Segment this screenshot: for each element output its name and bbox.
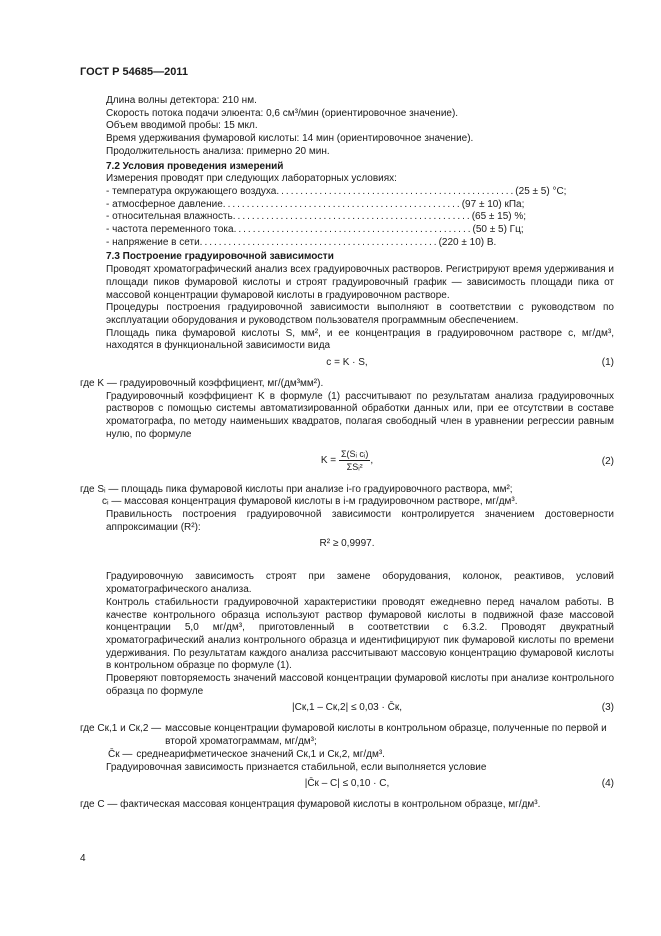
intro-line: Продолжительность анализа: примерно 20 мин. [106,145,330,157]
where-clause: где Sᵢ — площадь пика фумаровой кислоты при анализе i-го градуировочного раствора, мм²; [80,483,513,495]
where-clause [80,749,614,762]
section-heading-7-3: 7.3 Построение градуировочной зависимости [106,251,334,263]
formula-expression: |C̄к – C| ≤ 0,10 · C, [304,778,390,790]
formula-number: (2) [601,455,614,467]
document-body [80,95,614,812]
leader-dots: .................................................. [222,198,462,210]
condition-row [80,224,524,237]
formula-number: (3) [601,702,614,714]
formula-expression: c = K · S, [326,357,368,369]
where-symbol: где Cк,1 и Cк,2 — [80,723,162,735]
conditions-lead: Измерения проводят при следующих лабораторных условиях: [106,173,397,185]
condition-value: (50 ± 5) Гц; [472,224,524,236]
formula-expression: |Cк,1 – Cк,2| ≤ 0,03 · C̄к, [292,702,402,714]
condition-row [80,211,527,224]
intro-line: Объем вводимой пробы: 15 мкл. [106,120,258,132]
formula-expression: R² ≥ 0,9997. [319,538,375,550]
condition-value: (220 ± 10) В. [438,236,497,248]
intro-line: Скорость потока подачи элюента: 0,6 см³/мин (ориентировочное значение). [106,107,459,119]
leader-dots: .................................................. [233,224,473,236]
paragraph: Правильность построения градуировочной зависимости контролируется значением достоверности аппроксимации (R²): [106,508,614,533]
formula-tail: , [370,454,374,466]
section-heading-7-2: 7.2 Условия проведения измерений [106,160,284,172]
formula-1 [80,357,614,373]
condition-value: (65 ± 15) %; [471,211,527,223]
condition-row [80,236,497,250]
paragraph: Проводят хроматографический анализ всех градуировочных растворов. Регистрируют время удерживания и площади пиков фумаровой кислоты и строят градуировочный график — зависимость площади пика от массовой концентрации фумаровой кислоты в градуировочном растворе. [106,264,614,301]
paragraph: Градуировочная зависимость признается стабильной, если выполняется условие [106,761,487,773]
formula-2 [80,448,614,478]
condition-label: - температура окружающего воздуха [106,185,277,197]
condition-label: - атмосферное давление [106,198,223,210]
where-clause [80,723,614,748]
intro-line: Время удерживания фумаровой кислоты: 14 мин (ориентировочное значение). [106,133,474,145]
paragraph: Площадь пика фумаровой кислоты S, мм², и ее концентрация в градуировочном растворе с, мг/дм³, находятся в функциональной зависимости вида [106,327,614,352]
leader-dots: .................................................. [199,236,439,248]
where-description: среднеарифметическое значений Cк,1 и Cк,2, мг/дм³. [136,748,385,760]
formula-r2 [80,538,614,554]
condition-row [80,198,525,212]
formula-number: (1) [601,357,614,369]
where-clause: где K — градуировочный коэффициент, мг/(дм³мм²). [80,378,324,390]
condition-value: (25 ± 5) °С; [515,185,567,197]
condition-label: - частота переменного тока [106,224,234,236]
paragraph: Процедуры построения градуировочной зависимости выполняют в соответствии с руководством по эксплуатации оборудования и руководством пользователя программным обеспечением. [106,302,614,326]
leader-dots: .................................................. [232,211,472,223]
standard-header: ГОСТ Р 54685—2011 [80,66,188,78]
where-clause: где C — фактическая массовая концентрация фумаровой кислоты в контрольном образце, мг/дм³. [80,799,541,811]
formula-4 [80,778,614,794]
intro-line: Длина волны детектора: 210 нм. [106,95,257,106]
condition-row [80,185,567,199]
condition-label: - напряжение в сети [106,236,200,248]
condition-value: (97 ± 10) кПа; [461,198,525,210]
fraction-denominator: ΣSᵢ² [346,461,363,472]
spacer [80,559,614,571]
formula-lhs: K = [320,454,337,466]
formula-number: (4) [601,778,614,790]
where-description: массовые концентрации фумаровой кислоты в контрольном образце, полученные по первой и второй хроматограммам, мг/дм³; [165,723,607,748]
paragraph: Градуировочный коэффициент K в формуле (1) рассчитывают по результатам анализа градуировочных растворов с помощью системы автоматизированной обработки данных или, при ее отсутствии в составе хроматографа, по методу наименьших квадратов, полагая свободный член в уравнении регрессии равным нулю, по формуле [106,390,614,440]
condition-label: - относительная влажность [106,211,233,223]
formula-expression [80,448,614,473]
leader-dots: .................................................. [276,185,516,197]
formula-3 [80,702,614,718]
where-symbol: C̄к — [108,748,133,760]
page-number: 4 [80,853,86,864]
fraction-numerator: Σ(Sᵢ cᵢ) [340,448,369,459]
where-clause: cᵢ — массовая концентрация фумаровой кислоты в i-м градуировочном растворе, мг/дм³. [102,496,518,508]
paragraph: Проверяют повторяемость значений массовой концентрации фумаровой кислоты при анализе контрольного образца по формуле [106,673,614,697]
paragraph: Градуировочную зависимость строят при замене оборудования, колонок, реактивов, условий хроматографического анализа. [106,571,614,596]
paragraph: Контроль стабильности градуировочной характеристики проводят ежедневно перед началом работы. В качестве контрольного образца используют раствор фумаровой кислоты в подвижной фазе массовой концентрации 5,0 мг/дм³, приготовленный в соответствии с 6.3.2. Проводят двукратный хроматографический анализ контрольного образца и идентифицируют пик фумаровой кислоты по времени удерживания. По результатам каждого анализа рассчитывают массовую концентрацию фумаровой кислоты в контрольном образце по формуле (1). [106,596,614,672]
fraction [339,448,370,473]
